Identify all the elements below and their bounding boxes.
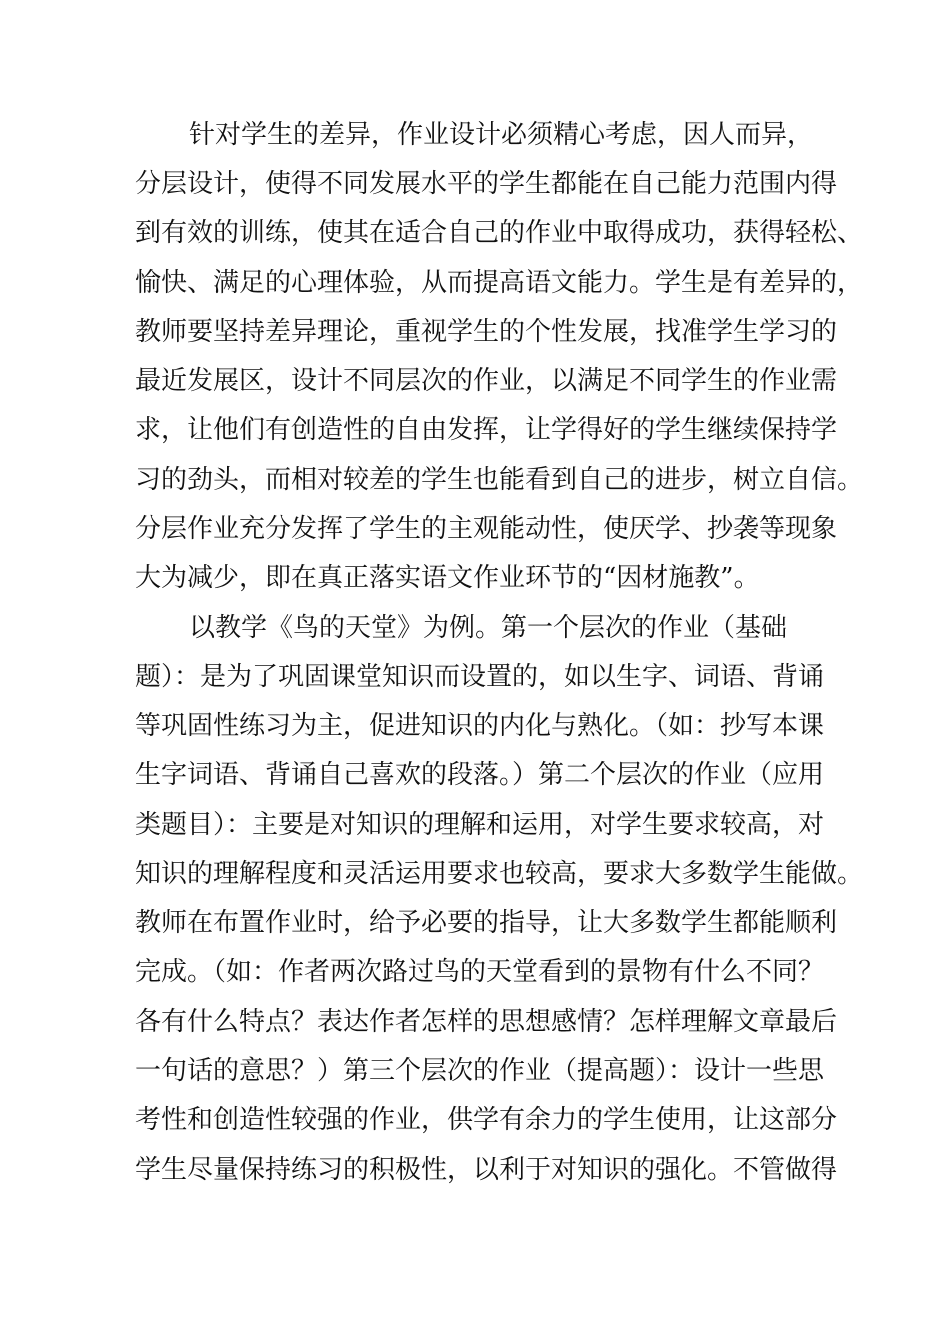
text-line: 学生尽量保持练习的积极性，以利于对知识的强化。不管做得	[135, 1155, 838, 1185]
text-line: 教师要坚持差异理论，重视学生的个性发展，找准学生学习的	[135, 317, 838, 347]
text-line: 各有什么特点？表达作者怎样的思想感情？怎样理解文章最后	[135, 1007, 838, 1037]
text-line: 大为减少，即在真正落实语文作业环节的“因材施教”。	[135, 563, 760, 593]
text-line: 等巩固性练习为主，促进知识的内化与熟化。（如：抄写本课	[135, 711, 825, 741]
text-line: 针对学生的差异，作业设计必须精心考虑，因人而异，	[189, 120, 814, 150]
text-line: 最近发展区，设计不同层次的作业，以满足不同学生的作业需	[135, 366, 838, 396]
text-line: 教师在布置作业时，给予必要的指导，让大多数学生都能顺利	[135, 908, 838, 938]
text-line: 到有效的训练，使其在适合自己的作业中取得成功，获得轻松、	[135, 218, 864, 248]
text-line: 分层作业充分发挥了学生的主观能动性，使厌学、抄袭等现象	[135, 514, 838, 544]
text-line: 一句话的意思？）第三个层次的作业（提高题）：设计一些思	[135, 1056, 825, 1086]
text-line: 考性和创造性较强的作业，供学有余力的学生使用，让这部分	[135, 1105, 838, 1135]
text-line: 愉快、满足的心理体验，从而提高语文能力。学生是有差异的，	[135, 268, 864, 298]
text-line: 求，让他们有创造性的自由发挥，让学得好的学生继续保持学	[135, 415, 838, 445]
text-line: 题）：是为了巩固课堂知识而设置的，如以生字、词语、背诵	[135, 662, 825, 692]
text-line: 以教学《鸟的天堂》为例。第一个层次的作业（基础	[189, 613, 788, 643]
text-line: 类题目）：主要是对知识的理解和运用，对学生要求较高，对	[135, 810, 825, 840]
text-line: 习的劲头，而相对较差的学生也能看到自己的进步，树立自信。	[135, 465, 864, 495]
text-line: 分层设计，使得不同发展水平的学生都能在自己能力范围内得	[135, 169, 838, 199]
text-line: 知识的理解程度和灵活运用要求也较高，要求大多数学生能做。	[135, 859, 864, 889]
text-line: 完成。（如：作者两次路过鸟的天堂看到的景物有什么不同？	[135, 957, 825, 987]
text-line: 生字词语、背诵自己喜欢的段落。）第二个层次的作业（应用	[135, 760, 825, 790]
